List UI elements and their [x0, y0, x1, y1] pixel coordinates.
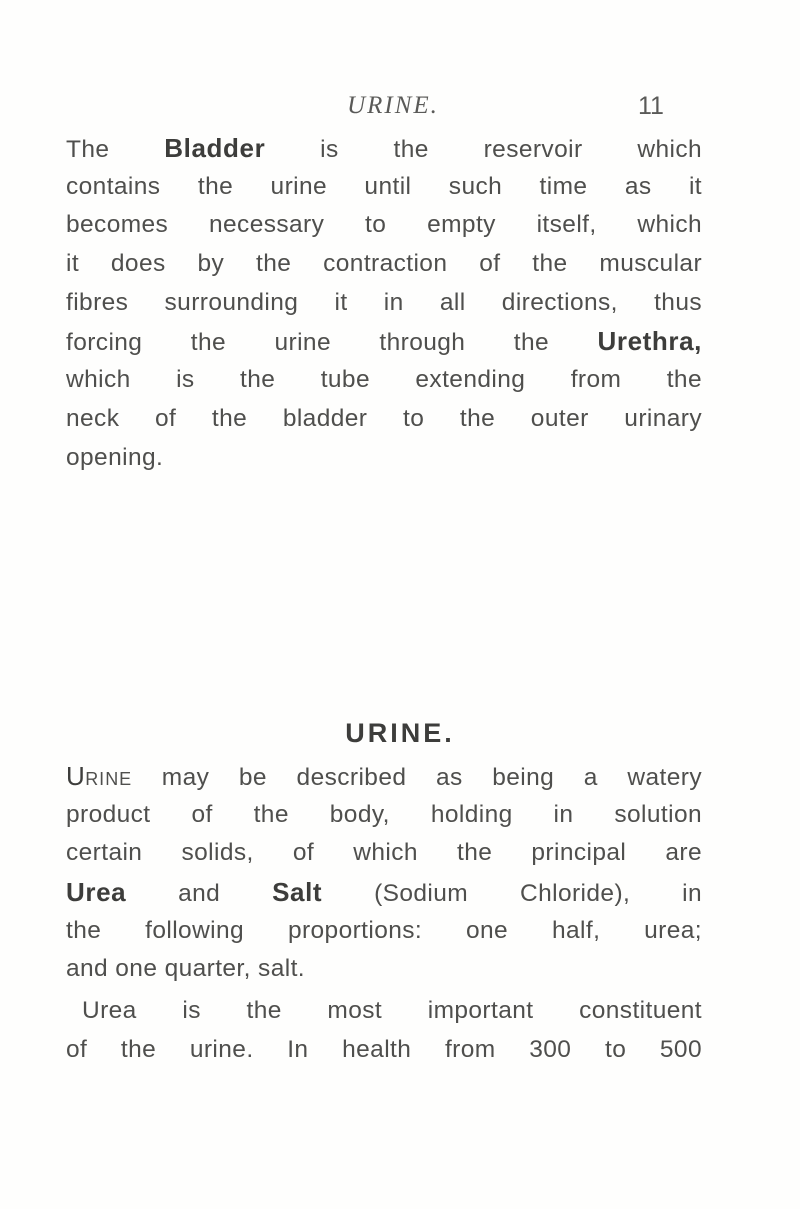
bold-term-urea: Urea [66, 877, 127, 908]
paragraph-bladder [66, 129, 702, 477]
bold-term-bladder: Bladder [164, 133, 266, 163]
running-title: URINE. [347, 92, 439, 119]
paragraph-urea [66, 992, 702, 1069]
text-run: forcing the urine through the [66, 329, 598, 357]
text-line: certain solids, of which the principal are [66, 839, 702, 867]
text-line [66, 757, 702, 796]
text-line: the following proportions: one half, urea; [66, 916, 702, 944]
text-line: Urea is the most important constituent [82, 997, 702, 1024]
small-caps-lead: U [66, 761, 86, 791]
text-line: contains the urine until such time as it [66, 172, 702, 200]
page-number: 11 [638, 92, 664, 120]
text-run: may be described as being a watery [132, 764, 702, 791]
paragraph-urine [66, 757, 702, 989]
running-head [0, 92, 800, 132]
text-line [66, 873, 702, 912]
text-line [66, 322, 702, 361]
text-line: becomes necessary to empty itself, which [66, 211, 702, 239]
text-line: opening. [66, 443, 164, 471]
bold-term-salt: Salt [272, 877, 323, 908]
bold-term-urethra: Urethra, [597, 326, 702, 357]
text-line: it does by the contraction of the muscular [66, 250, 702, 278]
small-caps-rest: RINE [85, 769, 133, 789]
text-line: neck of the bladder to the outer urinary [66, 404, 702, 432]
text-line [66, 129, 702, 168]
text-run: is the reservoir which [265, 136, 702, 163]
text-line: of the urine. In health from 300 to 500 [66, 1035, 702, 1063]
text-line: product of the body, holding in solution [66, 800, 702, 828]
text-line: fibres surrounding it in all directions, thus [66, 288, 702, 316]
text-line: which is the tube extending from the [66, 366, 702, 394]
text-run: and [126, 880, 273, 908]
text-line: and one quarter, salt. [66, 955, 305, 983]
text-run: The [66, 136, 165, 163]
text-run: (Sodium Chloride), in [322, 880, 702, 908]
section-heading: URINE. [345, 718, 455, 748]
